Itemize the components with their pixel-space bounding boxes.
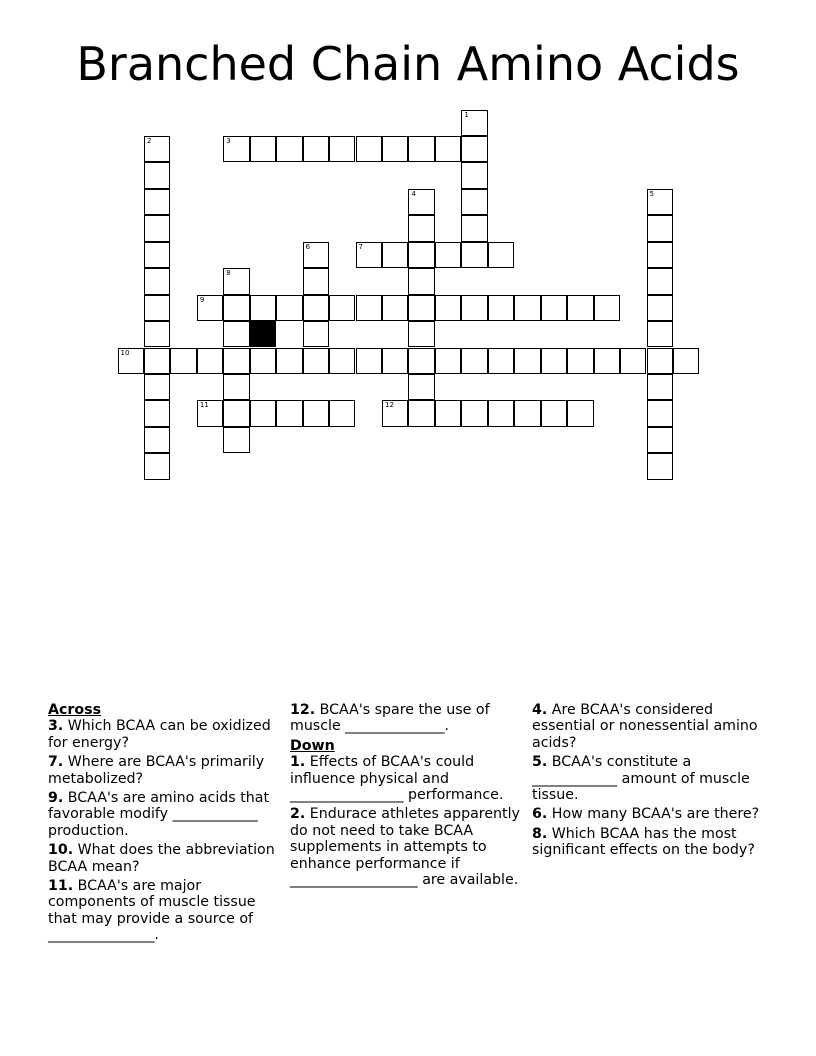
grid-cell[interactable] — [488, 400, 514, 426]
grid-cell[interactable] — [144, 400, 170, 426]
cell-number: 5 — [649, 189, 654, 198]
grid-cell[interactable] — [514, 295, 540, 321]
grid-cell[interactable] — [594, 295, 620, 321]
grid-cell[interactable] — [647, 189, 673, 215]
grid-cell[interactable] — [408, 215, 434, 241]
clues-column-1 — [48, 702, 278, 947]
grid-cell[interactable] — [250, 348, 276, 374]
grid-cell[interactable] — [276, 348, 302, 374]
grid-cell[interactable] — [435, 242, 461, 268]
grid-cell[interactable] — [303, 321, 329, 347]
grid-cell[interactable] — [144, 215, 170, 241]
clue-across-9: 9. BCAA's are amino acids that favorable modify ____________ production. — [48, 790, 270, 839]
grid-cell[interactable] — [594, 348, 620, 374]
puzzle-title: Branched Chain Amino Acids — [76, 37, 740, 91]
across-heading: Across — [48, 702, 102, 718]
grid-cell[interactable] — [567, 400, 593, 426]
cell-number: 1 — [464, 110, 469, 119]
grid-cell[interactable] — [647, 400, 673, 426]
grid-cell[interactable] — [541, 400, 567, 426]
grid-cell[interactable] — [461, 215, 487, 241]
grid-cell[interactable] — [461, 136, 487, 162]
grid-cell[interactable] — [382, 136, 408, 162]
clue-across-12: 12. BCAA's spare the use of muscle ______________. — [290, 702, 490, 735]
grid-cell[interactable] — [223, 295, 249, 321]
grid-cell[interactable] — [461, 189, 487, 215]
grid-cell[interactable] — [647, 295, 673, 321]
grid-cell[interactable] — [144, 374, 170, 400]
clues-column-3 — [532, 702, 768, 862]
grid-cell[interactable] — [514, 400, 540, 426]
grid-cell[interactable] — [435, 400, 461, 426]
clue-down-8: 8. Which BCAA has the most significant effects on the body? — [532, 825, 755, 859]
clue-down-4: 4. Are BCAA's considered essential or nonessential amino acids? — [532, 702, 758, 751]
grid-cell[interactable] — [303, 242, 329, 268]
clue-down-6: 6. How many BCAA's are there? — [532, 806, 760, 823]
grid-cell[interactable] — [356, 136, 382, 162]
grid-cell[interactable] — [197, 400, 223, 426]
cell-number: 7 — [358, 242, 364, 251]
cell-number: 10 — [120, 348, 130, 357]
clue-across-10: 10. What does the abbreviation BCAA mean? — [48, 842, 275, 875]
grid-cell[interactable] — [144, 162, 170, 188]
grid-block — [250, 321, 276, 347]
grid-cell[interactable] — [144, 321, 170, 347]
grid-cell[interactable] — [647, 348, 673, 374]
grid-cell[interactable] — [223, 321, 249, 347]
grid-cell[interactable] — [647, 321, 673, 347]
grid-cell[interactable] — [647, 427, 673, 453]
grid-cell[interactable] — [408, 374, 434, 400]
clue-down-1: 1. Effects of BCAA's could influence physical and ________________ performance. — [290, 754, 504, 804]
grid-cell[interactable] — [461, 400, 487, 426]
grid-cell[interactable] — [118, 348, 144, 374]
grid-cell[interactable] — [488, 242, 514, 268]
down-heading: Down — [290, 737, 335, 754]
clue-across-11: 11. BCAA's are major components of muscle tissue that may provide a source of _______________. — [48, 878, 256, 944]
grid-cell[interactable] — [250, 136, 276, 162]
grid-cell[interactable] — [250, 400, 276, 426]
grid-cell[interactable] — [356, 348, 382, 374]
grid-cell[interactable] — [567, 348, 593, 374]
grid-cell[interactable] — [276, 400, 302, 426]
grid-cell[interactable] — [514, 348, 540, 374]
grid-cell[interactable] — [170, 348, 196, 374]
grid-cell[interactable] — [276, 295, 302, 321]
grid-cell[interactable] — [408, 189, 434, 215]
grid-cell[interactable] — [647, 453, 673, 479]
grid-cell[interactable] — [461, 242, 487, 268]
grid-cell[interactable] — [144, 348, 170, 374]
grid-cell[interactable] — [144, 189, 170, 215]
grid-cell[interactable] — [408, 136, 434, 162]
clue-across-7: 7. Where are BCAA's primarily metabolized? — [48, 754, 265, 787]
cell-number: 3 — [226, 136, 231, 145]
grid-cell[interactable] — [541, 348, 567, 374]
grid-cell[interactable] — [647, 268, 673, 294]
grid-cell[interactable] — [435, 295, 461, 321]
grid-cell[interactable] — [303, 295, 329, 321]
grid-cell[interactable] — [144, 453, 170, 479]
grid-cell[interactable] — [647, 242, 673, 268]
grid-cell[interactable] — [647, 374, 673, 400]
grid-cell[interactable] — [329, 348, 355, 374]
grid-cell[interactable] — [647, 215, 673, 241]
grid-cell[interactable] — [408, 268, 434, 294]
grid-cell[interactable] — [461, 348, 487, 374]
clue-down-2: 2. Endurace athletes apparently do not need to take BCAA supplements in attempts to enhance performance if __________________ are available. — [290, 806, 520, 889]
grid-cell[interactable] — [144, 427, 170, 453]
grid-cell[interactable] — [620, 348, 646, 374]
grid-cell[interactable] — [408, 321, 434, 347]
grid-cell[interactable] — [329, 295, 355, 321]
grid-cell[interactable] — [435, 348, 461, 374]
grid-cell[interactable] — [144, 295, 170, 321]
grid-cell[interactable] — [144, 136, 170, 162]
grid-cell[interactable] — [408, 295, 434, 321]
cell-number: 11 — [199, 401, 209, 410]
clues-column-2 — [290, 702, 526, 891]
grid-cell[interactable] — [435, 136, 461, 162]
grid-cell[interactable] — [461, 110, 487, 136]
grid-cell[interactable] — [197, 348, 223, 374]
grid-cell[interactable] — [144, 268, 170, 294]
grid-cell[interactable] — [567, 295, 593, 321]
grid-cell[interactable] — [223, 374, 249, 400]
cell-number: 12 — [385, 401, 394, 410]
grid-cell[interactable] — [382, 242, 408, 268]
grid-cell[interactable] — [276, 136, 302, 162]
grid-cell[interactable] — [382, 295, 408, 321]
grid-cell[interactable] — [488, 295, 514, 321]
grid-cell[interactable] — [408, 348, 434, 374]
grid-cell[interactable] — [144, 242, 170, 268]
grid-cell[interactable] — [356, 242, 382, 268]
cell-number: 4 — [411, 189, 416, 198]
cell-number: 2 — [146, 136, 152, 145]
grid-cell[interactable] — [197, 295, 223, 321]
cell-number: 6 — [305, 242, 311, 251]
clue-down-5: 5. BCAA's constitute a ____________ amount of muscle tissue. — [532, 754, 750, 804]
grid-cell[interactable] — [382, 400, 408, 426]
grid-cell[interactable] — [250, 295, 276, 321]
grid-cell[interactable] — [408, 242, 434, 268]
grid-cell[interactable] — [329, 136, 355, 162]
grid-cell[interactable] — [356, 295, 382, 321]
grid-cell[interactable] — [223, 400, 249, 426]
grid-cell[interactable] — [303, 136, 329, 162]
grid-cell[interactable] — [223, 427, 249, 453]
grid-cell[interactable] — [461, 162, 487, 188]
grid-cell[interactable] — [223, 136, 249, 162]
grid-cell[interactable] — [223, 268, 249, 294]
grid-cell[interactable] — [461, 295, 487, 321]
grid-cell[interactable] — [303, 400, 329, 426]
clue-across-3: 3. Which BCAA can be oxidized for energy? — [48, 718, 271, 751]
cell-number: 9 — [199, 295, 205, 304]
grid-cell[interactable] — [488, 348, 514, 374]
grid-cell[interactable] — [329, 400, 355, 426]
grid-cell[interactable] — [541, 295, 567, 321]
grid-cell[interactable] — [408, 400, 434, 426]
grid-cell[interactable] — [382, 348, 408, 374]
grid-cell[interactable] — [303, 268, 329, 294]
grid-cell[interactable] — [303, 348, 329, 374]
cell-number: 8 — [226, 269, 231, 278]
grid-cell[interactable] — [223, 348, 249, 374]
grid-cell[interactable] — [673, 348, 699, 374]
